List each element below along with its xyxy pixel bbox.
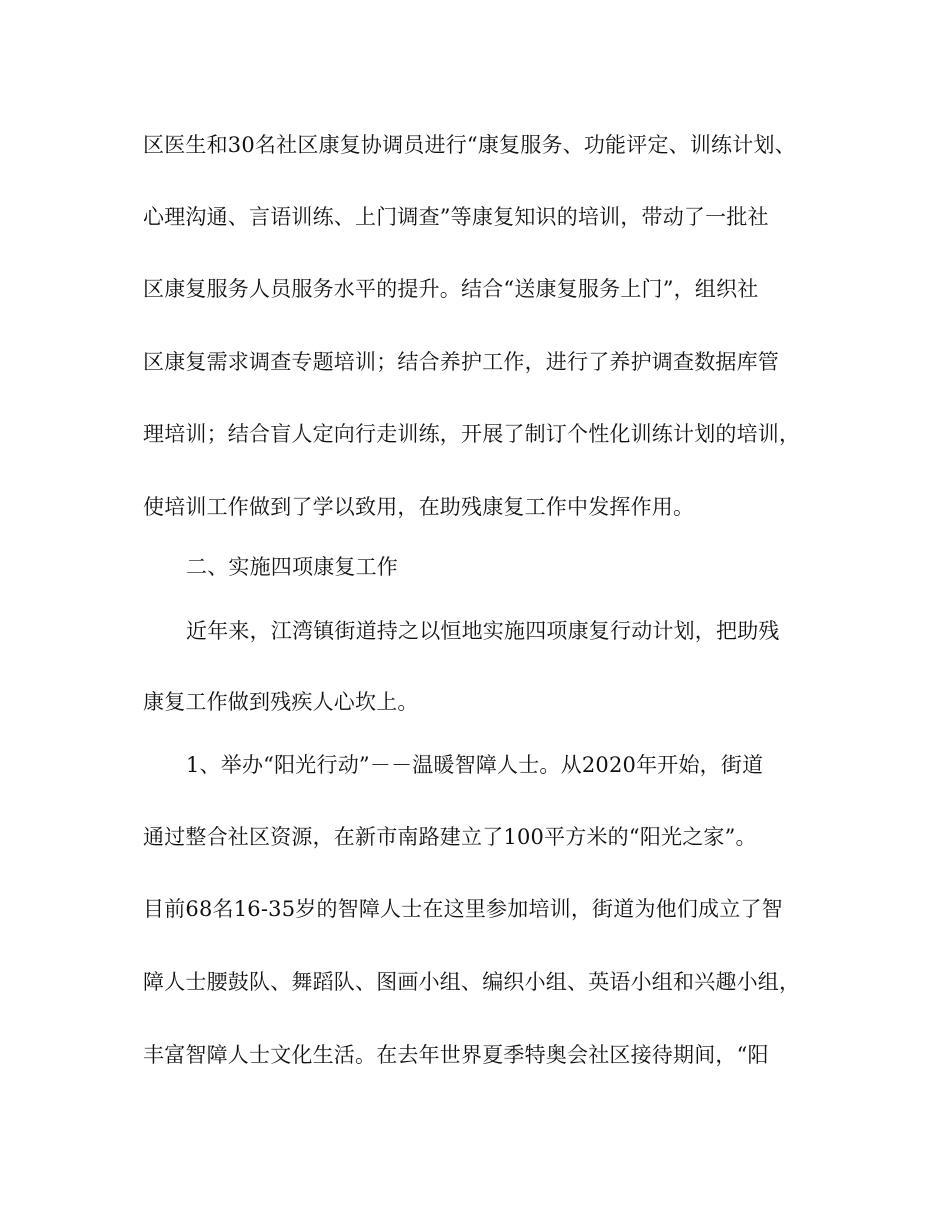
paragraph-line: 康复工作做到残疾人心坎上。 xyxy=(143,690,419,714)
paragraph-line: 目前68名16-35岁的智障人士在这里参加培训，街道为他们成立了智 xyxy=(143,897,783,921)
paragraph-line: 使培训工作做到了学以致用，在助残康复工作中发挥作用。 xyxy=(143,495,695,519)
paragraph-line: 通过整合社区资源，在新市南路建立了100平方米的“阳光之家”。 xyxy=(143,825,757,849)
section-heading: 二、实施四项康复工作 xyxy=(186,555,398,579)
paragraph-line: 区医生和30名社区康复协调员进行“康复服务、功能评定、训练计划、 xyxy=(143,133,796,157)
paragraph-line: 丰富智障人士文化生活。在去年世界夏季特奥会社区接待期间，“阳 xyxy=(143,1043,769,1067)
paragraph-line: 区康复服务人员服务水平的提升。结合“送康复服务上门”，组织社 xyxy=(143,277,759,301)
paragraph-line: 近年来，江湾镇街道持之以恒地实施四项康复行动计划，把助残 xyxy=(186,619,780,643)
paragraph-line: 障人士腰鼓队、舞蹈队、图画小组、编织小组、英语小组和兴趣小组， xyxy=(143,970,801,994)
paragraph-line: 理培训；结合盲人定向行走训练，开展了制订个性化训练计划的培训， xyxy=(143,422,801,446)
paragraph-line: 心理沟通、言语训练、上门调查”等康复知识的培训，带动了一批社 xyxy=(143,205,769,229)
paragraph-line: 1、举办“阳光行动”－－温暖智障人士。从2020年开始，街道 xyxy=(186,753,764,777)
paragraph-line: 区康复需求调查专题培训；结合养护工作，进行了养护调查数据库管 xyxy=(143,350,779,374)
